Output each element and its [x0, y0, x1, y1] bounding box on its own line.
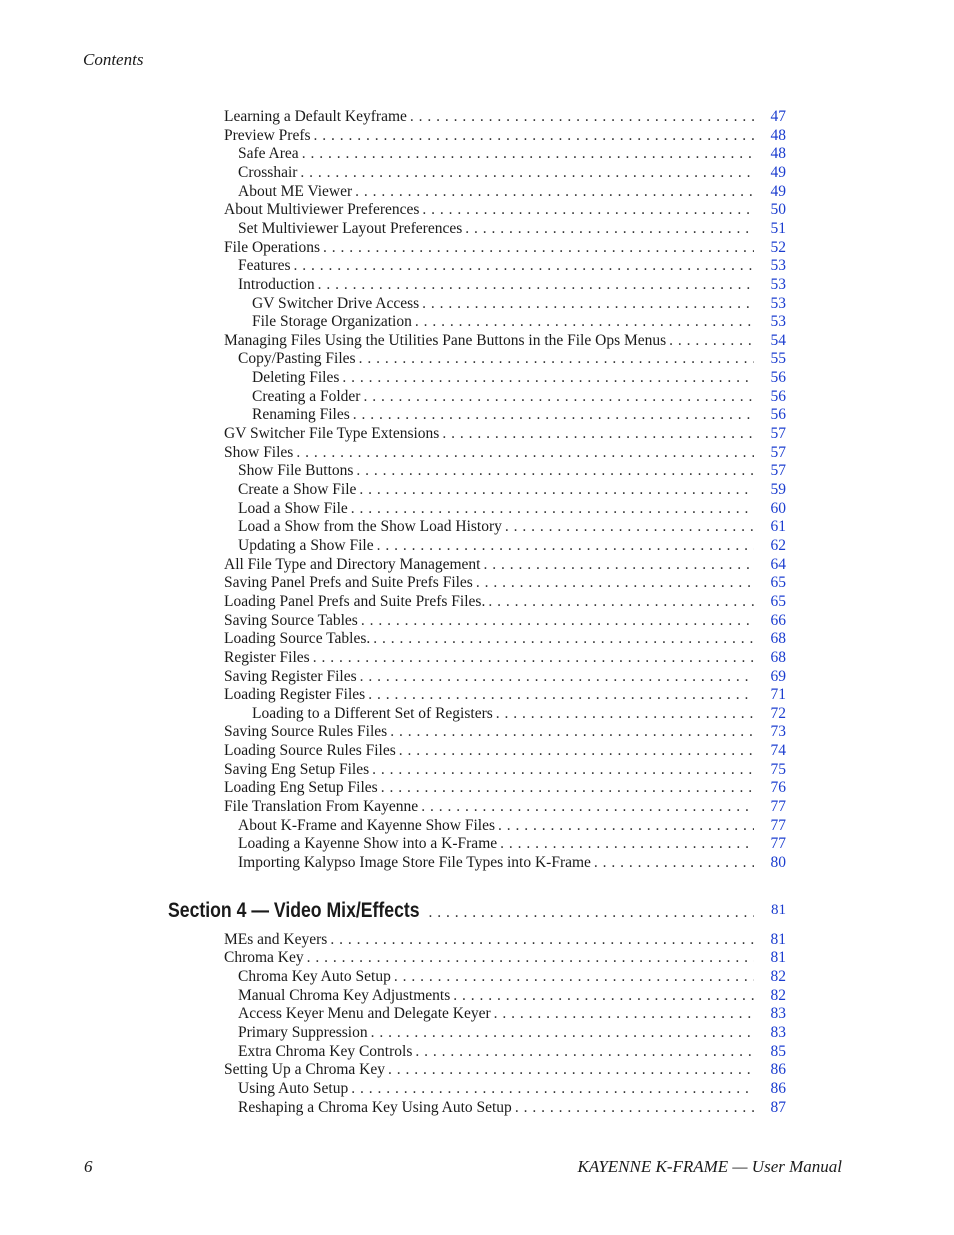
toc-entry-title: Saving Panel Prefs and Suite Prefs Files [224, 574, 473, 592]
toc-page-link[interactable]: 72 [770, 704, 786, 722]
toc-page-link[interactable]: 75 [770, 760, 786, 778]
toc-page-link[interactable]: 80 [770, 854, 786, 871]
toc-page-link[interactable]: 48 [770, 126, 786, 144]
toc-entry-title: File Storage Organization [252, 313, 412, 331]
dot-leader [515, 1098, 754, 1117]
toc-entry[interactable] [238, 517, 786, 536]
toc-entry-title: Primary Suppression [238, 1023, 368, 1041]
toc-page-link[interactable]: 87 [770, 1098, 786, 1116]
toc-entry[interactable] [238, 986, 786, 1005]
toc-page-link[interactable]: 76 [770, 779, 786, 797]
toc-entry[interactable] [238, 256, 786, 275]
toc-entry-title: Section 4 — Video Mix/Effects [168, 898, 420, 922]
toc-page-link[interactable]: 81 [770, 930, 786, 948]
dot-leader [488, 592, 754, 611]
dot-leader [368, 685, 754, 704]
dot-leader [669, 331, 754, 350]
toc-entry[interactable] [224, 930, 786, 949]
dot-leader [422, 294, 754, 313]
dot-leader [594, 853, 754, 872]
dot-leader [377, 536, 754, 555]
toc-entry-title: Loading Panel Prefs and Suite Prefs Files. [224, 592, 486, 610]
toc-entry-title: Create a Show File [238, 481, 357, 498]
dot-leader [294, 256, 754, 275]
toc-entry[interactable] [224, 573, 786, 592]
toc-page-link[interactable]: 69 [770, 667, 786, 685]
dot-leader [399, 741, 754, 760]
toc-entry-title: MEs and Keyers [224, 930, 328, 948]
dot-leader [415, 1042, 754, 1061]
toc-entry-title: Loading a Kayenne Show into a K-Frame [238, 835, 498, 853]
dot-leader [351, 499, 754, 518]
toc-entry-title: Learning a Default Keyframe [224, 108, 407, 125]
dot-leader [330, 930, 754, 949]
dot-leader [355, 182, 754, 201]
toc-entry[interactable] [224, 611, 786, 630]
toc-entry[interactable] [238, 144, 786, 163]
dot-leader [323, 238, 754, 257]
toc-entry[interactable] [238, 163, 786, 182]
dot-leader [318, 275, 754, 294]
toc-entry-title: Managing Files Using the Utilities Pane Buttons in the File Ops Menus [224, 331, 667, 349]
toc-page-link[interactable]: 81 [770, 949, 786, 967]
toc-entry[interactable] [238, 499, 786, 518]
toc-page-link[interactable]: 56 [770, 406, 786, 424]
toc-entry[interactable] [224, 629, 786, 648]
toc-entry[interactable] [224, 741, 786, 760]
dot-leader [356, 461, 754, 480]
toc-page-link[interactable]: 50 [770, 201, 786, 219]
toc-entry-title: Safe Area [238, 145, 299, 163]
toc-page-link[interactable]: 60 [770, 499, 786, 517]
toc-page-link[interactable]: 49 [770, 182, 786, 200]
dot-leader [390, 722, 754, 741]
toc-page-link[interactable]: 61 [770, 518, 786, 536]
toc-entry-title: Deleting Files [252, 369, 340, 387]
toc-entry-title: File Operations [224, 238, 320, 256]
toc-entry-title: Loading to a Different Set of Registers [252, 704, 493, 722]
toc-page-link[interactable]: 49 [770, 163, 786, 181]
toc-entry-title: Access Keyer Menu and Delegate Keyer [238, 1005, 491, 1023]
toc-entry-title: Manual Chroma Key Adjustments [238, 986, 451, 1004]
dot-leader [353, 405, 754, 424]
toc-page-link[interactable]: 57 [770, 425, 786, 443]
toc-entry-title: Updating a Show File [238, 536, 374, 554]
toc-page-link[interactable]: 55 [770, 350, 786, 368]
toc-page-link[interactable]: 82 [770, 986, 786, 1004]
toc-page-link[interactable]: 54 [770, 331, 786, 349]
toc-entry[interactable] [224, 722, 786, 741]
toc-page-link[interactable]: 65 [770, 592, 786, 610]
toc-entry[interactable] [238, 219, 786, 238]
toc-page-link[interactable]: 77 [770, 835, 786, 853]
toc-entry[interactable] [238, 275, 786, 294]
toc-entry[interactable] [224, 948, 786, 967]
toc-entry[interactable] [238, 536, 786, 555]
toc-entry-title: Load a Show File [238, 499, 348, 517]
toc-entry[interactable] [238, 1098, 786, 1117]
toc-entry-title: Register Files [224, 648, 310, 666]
dot-leader [314, 126, 754, 145]
toc-entry-title: Set Multiviewer Layout Preferences [238, 219, 463, 237]
toc-page-link[interactable]: 56 [770, 387, 786, 405]
dot-leader [388, 1060, 754, 1079]
dot-leader [342, 368, 754, 387]
toc-entry[interactable] [252, 294, 786, 313]
toc-page-link[interactable]: 83 [770, 1005, 786, 1023]
dot-leader [500, 834, 754, 853]
toc-page-link[interactable]: 62 [770, 536, 786, 554]
toc-page-link[interactable]: 77 [770, 798, 786, 816]
dot-leader [361, 611, 754, 630]
toc-entry-title: GV Switcher File Type Extensions [224, 425, 440, 443]
toc-entry[interactable] [252, 387, 786, 406]
toc-entry[interactable] [224, 685, 786, 704]
toc-entry-title: Copy/Pasting Files [238, 350, 356, 368]
toc-page-link[interactable]: 85 [770, 1042, 786, 1060]
dot-leader [313, 648, 754, 667]
toc-entry-title: Saving Source Tables [224, 611, 358, 629]
toc-page-link[interactable]: 74 [770, 742, 786, 760]
dot-leader [453, 986, 754, 1005]
dot-leader [351, 1079, 754, 1098]
toc-entry-title: Loading Source Tables. [224, 630, 371, 648]
toc-page-link[interactable]: 57 [770, 443, 786, 461]
toc-page-link[interactable]: 68 [770, 648, 786, 666]
manual-title: KAYENNE K-FRAME — User Manual [577, 1157, 842, 1176]
dot-leader [415, 312, 754, 331]
dot-leader [422, 200, 754, 219]
toc-entry[interactable] [224, 555, 786, 574]
toc-section-heading[interactable] [168, 898, 786, 922]
toc-page-link[interactable]: 64 [770, 555, 786, 573]
toc-entry[interactable] [224, 200, 786, 219]
toc-page-link[interactable]: 82 [770, 967, 786, 985]
toc-entry-title: Loading Source Rules Files [224, 742, 396, 760]
toc-page-link[interactable]: 52 [770, 238, 786, 256]
dot-leader [372, 760, 754, 779]
dot-leader [442, 424, 754, 443]
toc-entry-title: Show Files [224, 443, 294, 461]
toc-entry-title: Load a Show from the Show Load History [238, 518, 502, 536]
toc-page-link[interactable]: 53 [770, 313, 786, 331]
toc-entry-title: Renaming Files [252, 406, 350, 424]
toc-page-link[interactable]: 48 [770, 145, 786, 163]
toc-page-link[interactable]: 53 [770, 294, 786, 312]
running-head: Contents [83, 50, 144, 69]
dot-leader [359, 480, 754, 499]
toc-entry[interactable] [252, 405, 786, 424]
dot-leader [465, 219, 754, 238]
toc-page-link[interactable]: 68 [770, 630, 786, 648]
toc-entry-title: Reshaping a Chroma Key Using Auto Setup [238, 1098, 512, 1116]
toc-entry[interactable] [224, 331, 786, 350]
dot-leader [496, 704, 754, 723]
toc-page-link[interactable]: 53 [770, 275, 786, 293]
toc-page-link[interactable]: 73 [770, 723, 786, 741]
toc-entry[interactable] [238, 1042, 786, 1061]
toc-page-link[interactable]: 71 [770, 686, 786, 704]
toc-entry[interactable] [224, 107, 786, 126]
dot-leader [363, 387, 754, 406]
toc-entry-title: Features [238, 257, 291, 275]
toc-page-link[interactable]: 57 [770, 462, 786, 480]
toc-page-link[interactable]: 65 [770, 574, 786, 592]
toc-entry-title: Importing Kalypso Image Store File Types into K-Frame [238, 854, 591, 871]
toc-page-link[interactable]: 77 [770, 816, 786, 834]
dot-leader [381, 778, 754, 797]
toc-entry[interactable] [238, 816, 786, 835]
toc-entry[interactable] [238, 834, 786, 853]
toc-page-link[interactable]: 86 [770, 1079, 786, 1097]
toc-entry-title: Loading Register Files [224, 686, 366, 704]
dot-leader [498, 816, 754, 835]
toc-entry-title: Setting Up a Chroma Key [224, 1061, 386, 1079]
dot-leader [296, 443, 754, 462]
dot-leader [371, 1023, 754, 1042]
toc-entry-title: About Multiviewer Preferences [224, 201, 420, 219]
dot-leader [394, 967, 754, 986]
dot-leader [373, 629, 754, 648]
toc-page-link[interactable]: 86 [770, 1061, 786, 1079]
dot-leader [483, 555, 754, 574]
toc-entry-title: Creating a Folder [252, 387, 361, 405]
toc-entry-title: All File Type and Directory Management [224, 555, 481, 573]
toc-page-link[interactable]: 59 [770, 481, 786, 498]
toc-entry[interactable] [224, 126, 786, 145]
toc-entry[interactable] [238, 967, 786, 986]
toc-entry-title: Preview Prefs [224, 126, 311, 144]
dot-leader [300, 163, 754, 182]
toc-entry[interactable] [238, 182, 786, 201]
dot-leader [359, 349, 754, 368]
dot-leader [505, 517, 754, 536]
toc-entry[interactable] [224, 667, 786, 686]
toc-entry[interactable] [224, 648, 786, 667]
dot-leader [494, 1004, 754, 1023]
toc-entry[interactable] [224, 778, 786, 797]
toc-entry[interactable] [238, 461, 786, 480]
dot-leader [307, 948, 754, 967]
toc-entry-title: Chroma Key Auto Setup [238, 967, 391, 985]
toc-entry[interactable] [238, 349, 786, 368]
page-number: 6 [84, 1157, 93, 1176]
dot-leader [476, 573, 754, 592]
toc-entry[interactable] [238, 1023, 786, 1042]
toc-entry[interactable] [224, 760, 786, 779]
toc-entry-title: About K-Frame and Kayenne Show Files [238, 816, 495, 834]
toc-page-link[interactable]: 47 [770, 108, 786, 125]
toc-entry[interactable] [224, 592, 786, 611]
toc-entry[interactable] [224, 1060, 786, 1079]
toc-entry[interactable] [252, 312, 786, 331]
toc-entry[interactable] [238, 1079, 786, 1098]
toc-entry-title: About ME Viewer [238, 182, 353, 200]
toc-entry[interactable] [224, 797, 786, 816]
toc-entry[interactable] [252, 368, 786, 387]
toc-entry-title: Extra Chroma Key Controls [238, 1042, 413, 1060]
toc-entry[interactable] [224, 424, 786, 443]
toc-entry[interactable] [224, 443, 786, 462]
toc-page-link[interactable]: 56 [770, 369, 786, 387]
toc-page-link[interactable]: 53 [770, 257, 786, 275]
toc-entry[interactable] [224, 238, 786, 257]
toc-entry-title: Chroma Key [224, 949, 304, 967]
toc-entry[interactable] [238, 480, 786, 499]
toc-entry-title: Saving Eng Setup Files [224, 760, 370, 778]
toc-page-link[interactable]: 83 [770, 1023, 786, 1041]
dot-leader [302, 144, 754, 163]
toc-entry-title: Crosshair [238, 163, 298, 181]
dot-leader [421, 797, 754, 816]
toc-entry-title: GV Switcher Drive Access [252, 294, 420, 312]
toc-entry-title: Using Auto Setup [238, 1079, 349, 1097]
toc-entry-title: Show File Buttons [238, 462, 354, 480]
dot-leader [429, 903, 754, 922]
toc-page-link[interactable]: 66 [770, 611, 786, 629]
toc-entry[interactable] [238, 853, 786, 872]
toc-entry[interactable] [252, 704, 786, 723]
dot-leader [410, 107, 754, 126]
toc-entry-title: Introduction [238, 275, 315, 293]
toc-page-link[interactable]: 51 [770, 219, 786, 237]
toc-page-link[interactable]: 81 [771, 901, 786, 918]
toc-entry-title: Saving Register Files [224, 667, 357, 685]
toc-entry-title: Saving Source Rules Files [224, 723, 388, 741]
dot-leader [360, 667, 754, 686]
toc-entry-title: File Translation From Kayenne [224, 798, 419, 816]
toc-entry-title: Loading Eng Setup Files [224, 779, 378, 797]
toc-entry[interactable] [238, 1004, 786, 1023]
